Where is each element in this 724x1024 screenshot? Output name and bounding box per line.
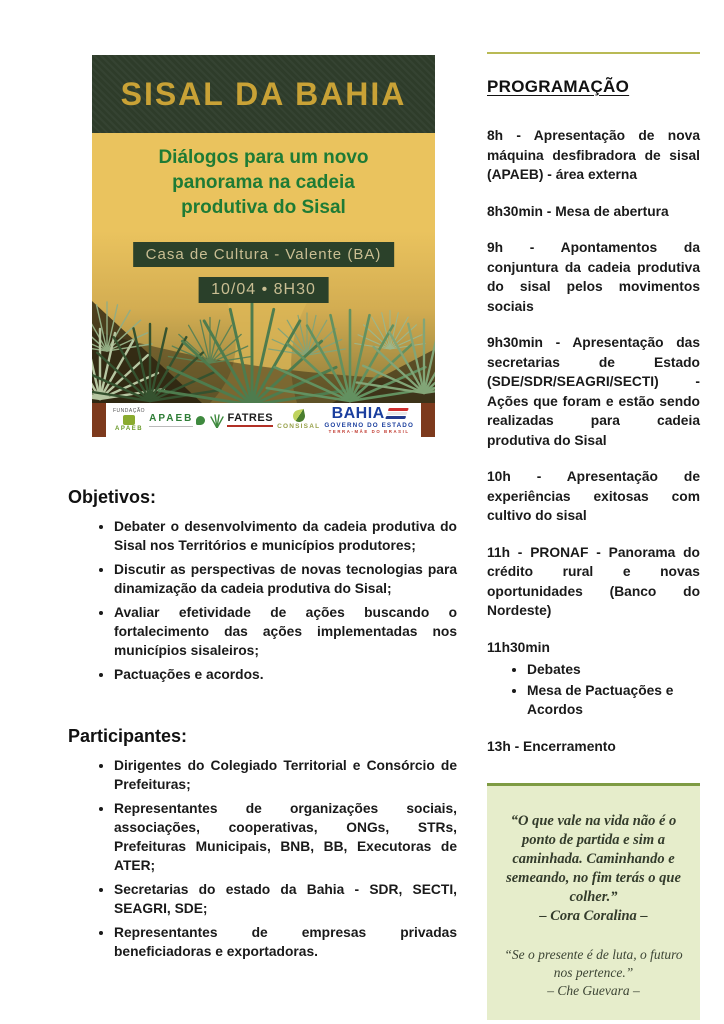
poster-venue-label: Casa de Cultura - Valente (BA) bbox=[133, 242, 395, 267]
participante-item: • Dirigentes do Colegiado Territorial e Consórcio de Prefeituras; bbox=[114, 756, 457, 794]
schedule-item: 9h - Apontamentos da conjuntura da cadeia produtiva do sisal pelos movimentos sociais bbox=[487, 240, 700, 314]
left-column bbox=[68, 0, 457, 966]
logo-fatres bbox=[209, 413, 273, 428]
objetivo-item: • Pactuações e acordos. bbox=[114, 665, 457, 684]
objetivo-item: • Avaliar efetividade de ações buscando o fortalecimento das ações implementadas nos municípios sisaleiros; bbox=[114, 603, 457, 660]
schedule-time-11h30: 11h30min bbox=[487, 639, 550, 655]
quote-che-author: – Che Guevara – bbox=[547, 983, 640, 998]
accent-line bbox=[487, 52, 700, 54]
consisal-label: CONSISAL bbox=[277, 422, 321, 430]
objetivos-heading: Objetivos: bbox=[68, 487, 157, 507]
governo-do-estado-label: GOVERNO DO ESTADO bbox=[324, 421, 414, 429]
quote-che-text: “Se o presente é de luta, o futuro nos pertence.” bbox=[504, 947, 683, 980]
schedule-item: 11h - PRONAF - Panorama do crédito rural e novas oportunidades (Banco do Nordeste) bbox=[487, 544, 700, 618]
bahia-flag-icon bbox=[385, 408, 409, 419]
schedule-item: 9h30min - Apresentação das secretarias de Estado (SDE/SDR/SEAGRI/SECTI) - Ações que foram e estão sendo realizadas para cadeia produtiva do Sisal bbox=[487, 335, 700, 448]
logo-consisal bbox=[277, 410, 320, 431]
schedule-item: 8h - Apresentação de nova máquina desfibradora de sisal (APAEB) - área externa bbox=[487, 128, 700, 182]
quote-cora-text: “O que vale na vida não é o ponto de partida e sim a caminhada. Caminhando e semeando, no fim terás o que colher.” bbox=[506, 813, 681, 905]
programacao-heading: PROGRAMAÇÃO bbox=[487, 77, 630, 96]
participante-item: • Representantes de organizações sociais, associações, cooperativas, ONGs, STRs, Prefeituras Municipais, BNB, BB, Executoras de ATER; bbox=[114, 799, 457, 875]
event-poster bbox=[92, 55, 435, 437]
apaeb-label: APAEB bbox=[149, 413, 193, 427]
poster-subtitle-band bbox=[92, 133, 435, 231]
leaf-icon bbox=[292, 409, 306, 423]
fundacao-apaeb-icon bbox=[123, 415, 135, 425]
schedule-item: 8h30min - Mesa de abertura bbox=[487, 203, 669, 219]
fatres-red-bar bbox=[227, 425, 273, 427]
fundacao-apaeb-label: APAEB bbox=[115, 425, 144, 432]
fatres-label: FATRES bbox=[227, 412, 274, 424]
participantes-heading: Participantes: bbox=[68, 726, 188, 746]
objetivo-item: • Discutir as perspectivas de novas tecnologias para dinamização da cadeia produtiva do Sisal; bbox=[114, 560, 457, 598]
bahia-label: BAHIA bbox=[331, 404, 385, 422]
schedule-sub-item: • Mesa de Pactuações e Acordos bbox=[527, 681, 700, 720]
participante-item: • Secretarias do estado da Bahia - SDR, SECTI, SEAGRI, SDE; bbox=[114, 880, 457, 918]
participantes-list bbox=[68, 756, 457, 961]
schedule-sub-list bbox=[487, 660, 700, 720]
quote-cora-author: – Cora Coralina – bbox=[539, 908, 648, 924]
logo-fundacao-apaeb bbox=[113, 409, 145, 432]
terra-mae-label: TERRA-MÃE DO BRASIL bbox=[328, 429, 410, 434]
participante-item: • Representantes de empresas privadas beneficiadoras e exportadoras. bbox=[114, 923, 457, 961]
sisal-leaf-icon bbox=[209, 413, 225, 428]
quotes-box bbox=[487, 783, 700, 1020]
poster-header bbox=[92, 55, 435, 133]
right-column bbox=[487, 0, 700, 1020]
objetivo-item: • Debater o desenvolvimento da cadeia produtiva do Sisal nos Territórios e municípios produtores; bbox=[114, 517, 457, 555]
fundacao-label: FUNDAÇÃO bbox=[113, 407, 146, 414]
logo-bahia-governo bbox=[324, 406, 414, 435]
objetivos-list bbox=[68, 517, 457, 684]
sisal-field-photo bbox=[92, 231, 435, 403]
poster-subtitle: Diálogos para um novo panorama na cadeia produtiva do Sisal bbox=[158, 146, 369, 218]
poster-title: SISAL DA BAHIA bbox=[120, 75, 407, 112]
schedule-item: 10h - Apresentação de experiências exitosas com cultivo do sisal bbox=[487, 469, 700, 523]
logo-apaeb bbox=[149, 413, 205, 427]
tree-icon bbox=[196, 416, 205, 425]
poster-datetime-label: 10/04 • 8H30 bbox=[198, 277, 329, 303]
schedule-sub-item: • Debates bbox=[527, 660, 700, 680]
schedule-closing: 13h - Encerramento bbox=[487, 738, 616, 754]
poster-logos-bar bbox=[92, 403, 435, 437]
